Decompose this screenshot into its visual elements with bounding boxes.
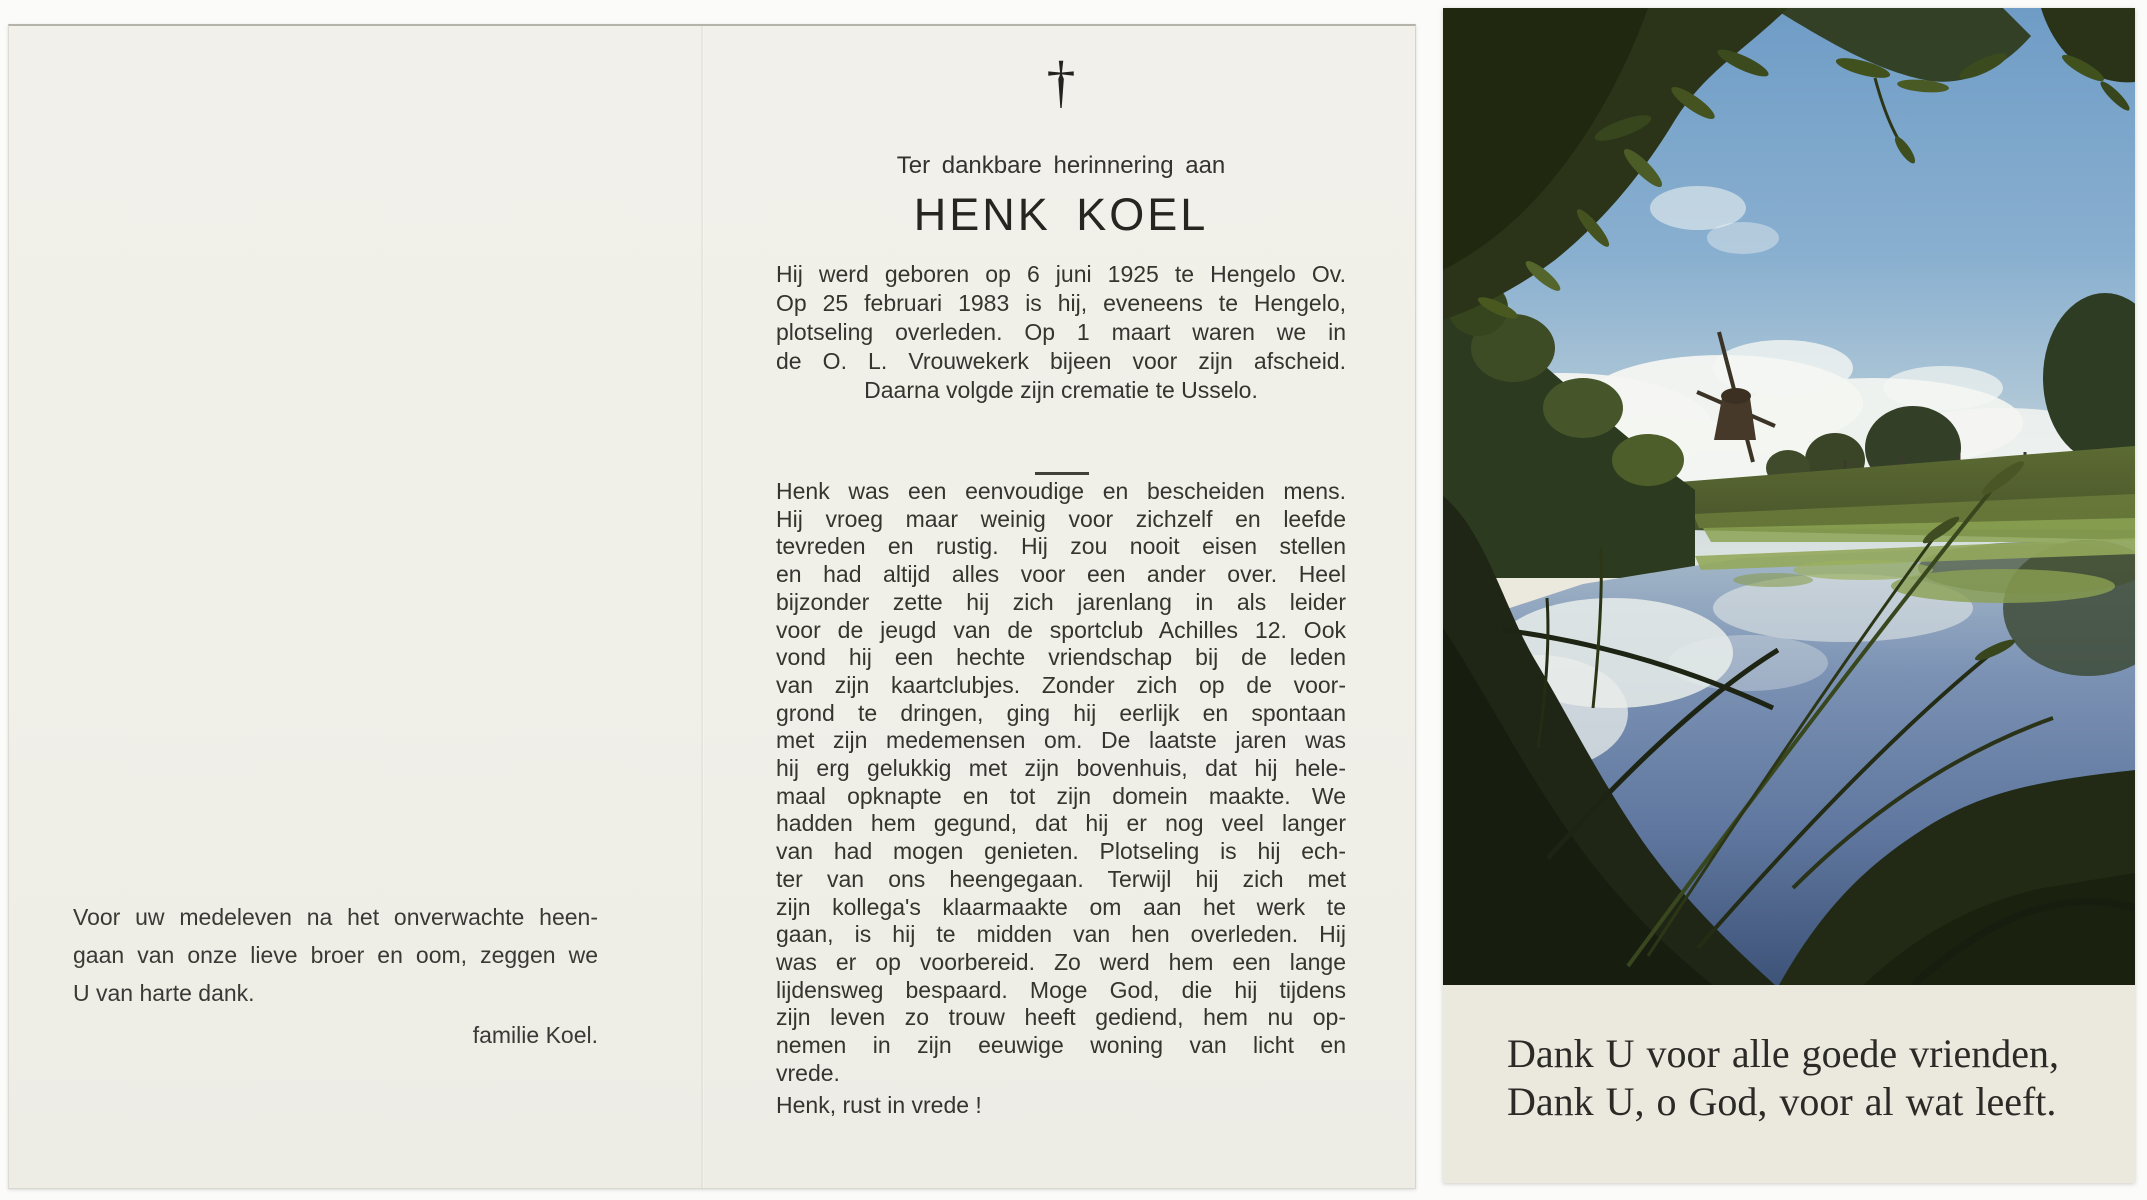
text-line: gaan van onze lieve broer en oom, zeggen we	[73, 942, 598, 968]
condolence-paragraph	[73, 898, 598, 1012]
text-line: vrede.	[776, 1059, 840, 1086]
life-story-paragraph	[776, 478, 1346, 1087]
text-line: van zijn kaartclubjes. Zonder zich op de voor-	[776, 671, 1346, 698]
text-line: Voor uw medeleven na het onverwachte heen-	[73, 904, 598, 930]
text-line: Dank U voor alle goede vrienden,	[1507, 1031, 2060, 1076]
text-line: de O. L. Vrouwekerk bijeen voor zijn afscheid.	[776, 348, 1346, 374]
text-line: nemen in zijn eeuwige woning van licht en	[776, 1032, 1346, 1059]
text-line: van had mogen genieten. Plotseling is hij ech-	[776, 838, 1346, 865]
text-line: Hij vroeg maar weinig voor zichzelf en leefde	[776, 505, 1346, 532]
text-line: U van harte dank.	[73, 980, 255, 1006]
text-line: met zijn medemensen om. De laatste jaren was	[776, 727, 1346, 754]
deceased-name: HENK KOEL	[913, 189, 1209, 240]
text-line: vond hij een hechte vriendschap bij de leden	[776, 644, 1346, 671]
text-line: zijn leven zo trouw heeft gediend, hem nu op-	[776, 1004, 1346, 1031]
text-line: grond te dringen, ging hij eerlijk en spontaan	[776, 699, 1346, 726]
text-line: en had altijd alles voor een ander over. Heel	[776, 561, 1346, 588]
text-line: Hij werd geboren op 6 juni 1925 te Hengelo Ov.	[776, 261, 1346, 287]
text-line: plotseling overleden. Op 1 maart waren we in	[776, 319, 1346, 345]
text-line: maal opknapte en tot zijn domein maakte. We	[776, 782, 1346, 809]
text-line: zijn kollega's klaarmaakte om aan het werk te	[776, 893, 1346, 920]
fold-crease	[701, 26, 704, 1188]
text-line: voor de jeugd van de sportclub Achilles 12. Ook	[776, 616, 1346, 643]
text-line: hij erg gelukkig met zijn bovenhuis, dat hij hele-	[776, 755, 1346, 782]
card-inside-spread	[8, 24, 1416, 1189]
text-line: gaan, is hij te midden van hen overleden. Hij	[776, 921, 1346, 948]
text-line: Daarna volgde zijn crematie te Usselo.	[864, 377, 1258, 403]
text-line: Op 25 februari 1983 is hij, eveneens te Hengelo,	[776, 290, 1346, 316]
text-line: ter van ons heengegaan. Terwijl hij zich met	[776, 865, 1346, 892]
landscape-photo	[1443, 8, 2135, 985]
text-line: tevreden en rustig. Hij zou nooit eisen stellen	[776, 533, 1346, 560]
text-line: Henk was een eenvoudige en bescheiden mens.	[776, 478, 1346, 504]
text-line: Dank U, o God, voor al wat leeft.	[1507, 1079, 2057, 1124]
photo-card-front	[1443, 8, 2135, 1183]
text-line: hadden hem gegund, dat hij er nog veel langer	[776, 810, 1346, 837]
text-line: was er op voorbereid. Zo werd hem een lange	[776, 948, 1346, 975]
memorial-cross-icon: †	[1046, 49, 1076, 114]
birth-death-paragraph	[776, 260, 1346, 405]
photo-caption	[1507, 1030, 2092, 1126]
family-signature: familie Koel.	[472, 1022, 598, 1048]
closing-line: Henk, rust in vrede !	[776, 1092, 982, 1118]
memorial-intro-line: Ter dankbare herinnering aan	[896, 152, 1226, 179]
section-divider	[1035, 472, 1089, 475]
text-line: lijdensweg bespaard. Moge God, die hij tijdens	[776, 976, 1346, 1003]
text-line: bijzonder zette hij zich jarenlang in als leider	[776, 588, 1346, 615]
